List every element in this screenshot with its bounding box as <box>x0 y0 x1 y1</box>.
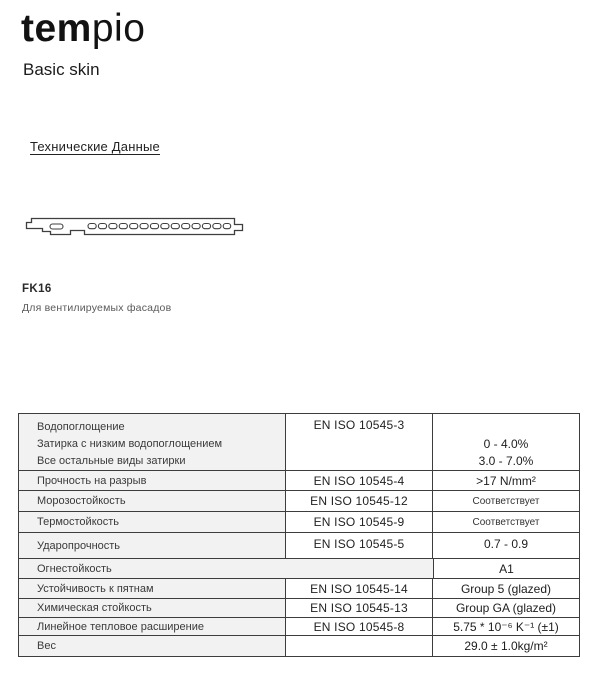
row-value: 29.0 ± 1.0kg/m² <box>464 639 548 653</box>
row-label: Морозостойкость <box>19 491 286 511</box>
table-row-stain-resistance <box>19 579 579 599</box>
row-label: Огнестойкость <box>19 559 434 578</box>
row-standard: EN ISO 10545-13 <box>286 599 433 617</box>
row-label: Ударопрочность <box>19 533 286 558</box>
product-description: Для вентилируемых фасадов <box>22 302 172 314</box>
row-value: Соответствует <box>472 516 540 528</box>
row-value: >17 N/mm² <box>476 473 536 488</box>
row-label: Химическая стойкость <box>19 599 286 617</box>
row-standard <box>286 636 433 656</box>
row-label: Вес <box>19 636 286 656</box>
row-value: 0 - 4.0% 3.0 - 7.0% <box>478 437 534 468</box>
row-label: Водопоглощение Затирка с низким водопоглощением Все остальные виды затирки <box>19 414 286 470</box>
table-row-thermal-expansion <box>19 618 579 636</box>
row-value: A1 <box>499 561 514 576</box>
spec-table <box>18 413 580 657</box>
row-value: Group GA (glazed) <box>455 601 557 615</box>
row-label: Термостойкость <box>19 512 286 532</box>
section-title: Технические Данные <box>30 139 160 154</box>
logo-text-bold: tem <box>21 7 92 50</box>
row-standard: EN ISO 10545-4 <box>286 471 433 490</box>
row-standard: EN ISO 10545-9 <box>286 512 433 532</box>
row-standard: EN ISO 10545-3 <box>286 414 433 470</box>
table-row-frost-resistance <box>19 491 579 512</box>
brand-logo <box>21 8 145 51</box>
table-row-impact-resistance <box>19 533 579 559</box>
row-standard: EN ISO 10545-8 <box>286 618 433 635</box>
row-value: Соответствует <box>472 495 540 507</box>
table-row-water-absorption <box>19 414 579 471</box>
row-standard: EN ISO 10545-5 <box>286 533 433 558</box>
table-row-weight <box>19 636 579 656</box>
row-standard: EN ISO 10545-14 <box>286 579 433 598</box>
table-row-thermal-resistance <box>19 512 579 533</box>
logo-text-light: pio <box>91 7 146 50</box>
table-row-tensile-strength <box>19 471 579 491</box>
row-label: Линейное тепловое расширение <box>19 618 286 635</box>
table-row-fire-resistance <box>19 559 579 579</box>
product-code: FK16 <box>22 283 52 295</box>
table-row-chemical-resistance <box>19 599 579 618</box>
row-label: Прочность на разрыв <box>19 471 286 490</box>
product-line-title: Basic skin <box>23 60 100 79</box>
row-label: Устойчивость к пятнам <box>19 579 286 598</box>
row-standard: EN ISO 10545-12 <box>286 491 433 511</box>
row-value: 0.7 - 0.9 <box>483 537 529 551</box>
row-value: 5.75 * 10⁻⁶ K⁻¹ (±1) <box>453 619 559 634</box>
row-value: Group 5 (glazed) <box>460 581 552 596</box>
panel-profile-drawing <box>20 214 248 242</box>
